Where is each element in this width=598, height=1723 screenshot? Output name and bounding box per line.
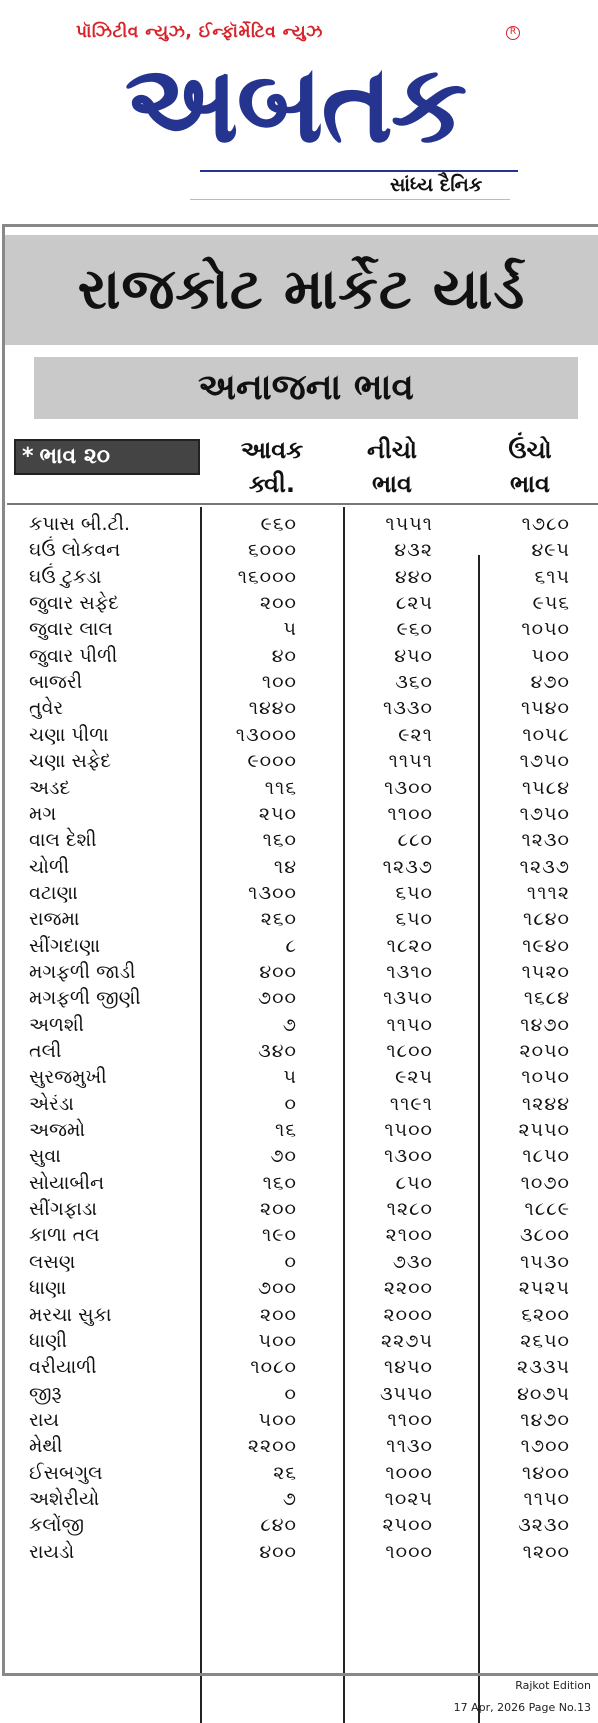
commodity-name: જુવાર પીળી: [29, 644, 118, 667]
arrival-quantity: ૨૬૦: [260, 908, 297, 931]
arrival-quantity: ૭: [282, 1487, 297, 1510]
arrival-quantity: ૨૦૦: [259, 1198, 297, 1221]
arrival-quantity: ૨૬: [273, 1461, 297, 1484]
table-row: [5, 1011, 598, 1040]
commodity-name: રાજમા: [29, 908, 80, 931]
arrival-quantity: ૧૩૦૦૦: [235, 723, 297, 746]
arrival-quantity: ૧૬૦: [262, 829, 297, 852]
star-icon: *: [22, 444, 34, 469]
low-price: ૯૬૦: [396, 618, 433, 641]
arrival-quantity: ૧૧૬: [264, 776, 297, 799]
market-rates-panel: [2, 224, 598, 1676]
commodity-name: મરચા સુકા: [29, 1303, 112, 1326]
price-badge-label: ભાવ ૨૦: [39, 444, 111, 469]
low-price: ૪૫૦: [394, 644, 433, 667]
high-price: ૩૨૩૦: [518, 1514, 570, 1537]
edition-type: સાંધ્ય દૈનિક: [390, 174, 483, 196]
high-price: ૧૫૮૪: [521, 776, 570, 799]
low-price: ૨૨૦૦: [383, 1277, 433, 1300]
high-price: ૨૩૩૫: [517, 1356, 570, 1379]
commodity-name: જુવાર લાલ: [29, 618, 113, 641]
arrival-quantity: ૨૦૦: [259, 592, 297, 615]
arrival-quantity: ૭૦૦: [257, 1277, 297, 1300]
table-row: [5, 1274, 598, 1303]
table-row: [5, 984, 598, 1013]
column-header-high-line2: ભાવ: [509, 470, 551, 498]
column-header-high-line1: ઉંચો: [508, 436, 552, 464]
table-row: [5, 1301, 598, 1330]
commodity-name: અળશી: [29, 1013, 84, 1036]
arrival-quantity: ૫: [283, 618, 297, 641]
low-price: ૧૨૮૦: [386, 1198, 433, 1221]
low-price: ૧૧૫૧: [388, 750, 433, 773]
low-price: ૬૫૦: [395, 881, 433, 904]
table-row: [5, 958, 598, 987]
high-price: ૧૪૦૦: [522, 1461, 570, 1484]
low-price: ૪૩૨: [394, 539, 433, 562]
arrival-quantity: ૧૦૦: [261, 671, 297, 694]
commodity-name: અડદ: [29, 776, 71, 799]
high-price: ૧૦૫૦: [521, 1066, 570, 1089]
commodity-name: વટાણા: [29, 881, 78, 904]
header-divider: [7, 503, 598, 505]
table-row: [5, 879, 598, 908]
table-row: [5, 563, 598, 592]
table-row: [5, 1037, 598, 1066]
high-price: ૧૨૩૦: [521, 829, 570, 852]
panel-bottom-border: [2, 1673, 598, 1676]
column-header-low-line1: નીચો: [367, 436, 417, 464]
high-price: ૬૨૦૦: [521, 1303, 570, 1326]
table-row: [5, 1142, 598, 1171]
table-row: [5, 800, 598, 829]
low-price: ૧૮૨૦: [386, 934, 433, 957]
table-row: [5, 1063, 598, 1092]
commodity-name: જીરૂ: [29, 1382, 62, 1405]
low-price: ૧૧૫૦: [386, 1013, 433, 1036]
arrival-quantity: ૦: [284, 1382, 297, 1405]
page-title: રાજકોટ માર્કેટ યાર્ડ: [77, 257, 526, 322]
high-price: ૧૨૩૭: [519, 855, 570, 878]
table-row: [5, 747, 598, 776]
high-price: ૨૦૫૦: [519, 1040, 570, 1062]
low-price: ૨૨૭૫: [381, 1329, 433, 1352]
low-price: ૧૧૦૦: [387, 1408, 433, 1431]
low-price: ૮૨૫: [395, 592, 433, 615]
commodity-name: સુરજમુખી: [29, 1066, 107, 1089]
arrival-quantity: ૬૦૦૦: [248, 539, 297, 562]
table-row: [5, 1327, 598, 1356]
commodity-name: મગફળી જાડી: [29, 960, 136, 983]
commodity-name: મેથી: [29, 1435, 63, 1458]
arrival-quantity: ૧૩૦૦: [248, 881, 297, 904]
low-price: ૧૩૫૦: [383, 987, 433, 1010]
logo-underline: [200, 170, 518, 172]
footer-edition: Rajkot Edition: [515, 1679, 591, 1692]
table-row: [5, 1511, 598, 1540]
high-price: ૧૬૮૪: [523, 987, 570, 1010]
commodity-name: કાળા તલ: [29, 1224, 100, 1247]
commodity-name: કપાસ બી.ટી.: [29, 513, 131, 535]
high-price: ૧૧૫૦: [523, 1487, 570, 1510]
commodity-name: મગફળી જીણી: [29, 987, 141, 1010]
table-row: [5, 1353, 598, 1382]
table-row: [5, 721, 598, 750]
low-price: ૧૩૩૦: [382, 697, 433, 720]
low-price: ૩૬૦: [395, 671, 433, 694]
low-price: ૯૨૫: [395, 1066, 433, 1089]
commodity-name: ચણા પીળા: [29, 723, 109, 746]
high-price: ૧૮૪૦: [523, 908, 570, 931]
footer-date-page: 17 Apr, 2026 Page No.13: [453, 1701, 591, 1714]
table-row: [5, 1116, 598, 1145]
high-price: ૫૦૦: [531, 644, 570, 667]
tagline: પૉઝિટીવ ન્યુઝ, ઈન્ફૉર્મેટિવ ન્યુઝ: [76, 22, 323, 42]
table-row: [5, 774, 598, 803]
arrival-quantity: ૧૪: [273, 855, 297, 878]
high-price: ૧૫૩૦: [520, 1250, 570, 1273]
high-price: ૧૪૭૦: [520, 1408, 570, 1431]
arrival-quantity: ૯૦૦૦: [247, 750, 297, 773]
table-row: [5, 826, 598, 855]
high-price: ૧૭૮૦: [521, 513, 570, 535]
table-row: [5, 668, 598, 697]
high-price: ૩૮૦૦: [520, 1224, 570, 1247]
high-price: ૨૫૫૦: [518, 1119, 570, 1142]
high-price: ૧૨૪૪: [521, 1092, 570, 1115]
arrival-quantity: ૧૬૦: [262, 1171, 297, 1194]
commodity-name: વાલ દેશી: [29, 829, 97, 852]
table-row: [5, 642, 598, 671]
arrival-quantity: ૧૪૪૦: [248, 697, 297, 720]
commodity-name: ઘઉં ટુકડા: [29, 565, 102, 588]
high-price: ૧૧૧૨: [526, 881, 570, 904]
high-price: ૧૪૭૦: [520, 1013, 570, 1036]
low-price: ૧૦૦૦: [385, 1461, 433, 1484]
arrival-quantity: ૫: [283, 1066, 297, 1089]
arrival-quantity: ૫૦૦: [258, 1329, 297, 1352]
arrival-quantity: ૦: [284, 1250, 297, 1273]
commodity-name: જુવાર સફેદ: [29, 592, 119, 615]
price-badge: [14, 439, 200, 475]
column-header-arrival: [217, 433, 327, 501]
commodity-name: કલોંજી: [29, 1514, 85, 1537]
table-row: [5, 1459, 598, 1488]
newspaper-logo: અબતક: [124, 42, 466, 167]
arrival-quantity: ૭: [282, 1013, 297, 1036]
commodity-name: ચણા સફેદ: [29, 750, 112, 773]
arrival-quantity: ૯૬૦: [260, 513, 297, 535]
commodity-name: અશેરીયો: [29, 1487, 100, 1510]
low-price: ૧૧૦૦: [387, 802, 433, 825]
column-header-low-line2: ભાવ: [371, 470, 413, 498]
table-row: [5, 1432, 598, 1461]
commodity-name: વરીયાળી: [29, 1356, 97, 1379]
low-price: ૧૫૦૦: [384, 1119, 433, 1142]
low-price: ૧૦૦૦: [385, 1540, 433, 1563]
low-price: ૧૧૩૦: [386, 1435, 433, 1458]
low-price: ૨૧૦૦: [385, 1224, 433, 1247]
high-price: ૧૭૦૦: [520, 1435, 570, 1458]
arrival-quantity: ૧૦૮૦: [250, 1356, 297, 1379]
commodity-name: સીંગદાણા: [29, 934, 101, 957]
table-row: [5, 905, 598, 934]
low-price: ૧૩૧૦: [386, 960, 433, 983]
low-price: ૨૦૦૦: [383, 1303, 433, 1326]
commodity-name: સોયાબીન: [29, 1171, 105, 1194]
arrival-quantity: ૪૦૦: [259, 960, 297, 983]
table-row: [5, 536, 598, 565]
arrival-quantity: ૨૫૦: [258, 802, 297, 825]
low-price: ૧૨૩૭: [382, 855, 433, 878]
commodity-name: સીંગફાડા: [29, 1198, 98, 1221]
high-price: ૧૦૫૮: [522, 723, 570, 746]
commodity-name: તલી: [29, 1040, 62, 1062]
commodity-name: ઘઉં લોકવન: [29, 539, 121, 562]
registered-mark-icon: R: [506, 26, 520, 40]
commodity-name: તુવેર: [29, 697, 64, 720]
commodity-name: એરંડા: [29, 1092, 74, 1115]
column-header-low: [337, 433, 447, 501]
column-header-high: [475, 433, 585, 501]
commodity-name: સુવા: [29, 1145, 61, 1168]
high-price: ૧૦૫૦: [521, 618, 570, 641]
high-price: ૧૮૫૦: [522, 1145, 570, 1168]
commodity-name: ધાણા: [29, 1277, 67, 1300]
high-price: ૧૭૫૦: [519, 750, 570, 773]
arrival-quantity: ૮: [285, 934, 297, 957]
high-price: ૨૫૨૫: [518, 1277, 570, 1300]
arrival-quantity: ૫૦૦: [258, 1408, 297, 1431]
arrival-quantity: ૧૬૦૦૦: [237, 565, 297, 588]
column-header-arrival-line2: ક્વી.: [248, 470, 296, 498]
commodity-name: ચોળી: [29, 855, 70, 878]
column-header-arrival-line1: આવક: [240, 436, 304, 464]
arrival-quantity: ૧૬: [275, 1119, 297, 1142]
arrival-quantity: ૧૯૦: [262, 1224, 297, 1247]
high-price: ૪૦૭૫: [517, 1382, 570, 1405]
masthead-divider: [190, 199, 510, 200]
table-row: [5, 1195, 598, 1224]
high-price: ૧૫૨૦: [521, 960, 570, 983]
table-row: [5, 1248, 598, 1277]
arrival-quantity: ૨૦૦: [259, 1303, 297, 1326]
title-band: [5, 235, 598, 345]
low-price: ૨૫૦૦: [382, 1514, 433, 1537]
table-row: [5, 615, 598, 644]
arrival-quantity: ૨૨૦૦: [247, 1435, 297, 1458]
arrival-quantity: ૪૦: [271, 644, 297, 667]
low-price: ૧૩૦૦: [384, 776, 433, 799]
commodity-name: રાયડો: [29, 1540, 75, 1563]
low-price: ૧૫૫૧: [385, 513, 433, 535]
low-price: ૪૪૦: [395, 565, 433, 588]
commodity-name: મગ: [29, 802, 57, 825]
high-price: ૪૭૦: [530, 671, 570, 694]
high-price: ૧૯૪૦: [522, 934, 570, 957]
commodity-name: ધાણી: [29, 1329, 68, 1352]
table-row: [5, 694, 598, 723]
low-price: ૧૩૦૦: [384, 1145, 433, 1168]
low-price: ૯૨૧: [398, 723, 433, 746]
commodity-name: અજમો: [29, 1119, 86, 1142]
high-price: ૧૦૭૦: [520, 1171, 570, 1194]
low-price: ૧૪૫૦: [383, 1356, 433, 1379]
table-row: [5, 589, 598, 618]
table-row: [5, 1380, 598, 1409]
low-price: ૩૫૫૦: [379, 1382, 433, 1405]
commodity-name: ઈસબગુલ: [29, 1461, 103, 1484]
table-row: [5, 1090, 598, 1119]
arrival-quantity: ૩૪૦: [258, 1040, 297, 1062]
table-row: [5, 1485, 598, 1514]
low-price: ૬૫૦: [395, 908, 433, 931]
page-subtitle: અનાજના ભાવ: [198, 367, 414, 408]
high-price: ૯૫૬: [532, 592, 570, 615]
subtitle-band: [34, 357, 578, 419]
table-row: [5, 1221, 598, 1250]
low-price: ૧૧૯૧: [389, 1092, 433, 1115]
high-price: ૪૯૫: [531, 539, 570, 562]
masthead: [0, 0, 598, 222]
arrival-quantity: ૭૦: [270, 1145, 297, 1168]
table-row: [5, 853, 598, 882]
low-price: ૭૩૦: [392, 1250, 433, 1273]
low-price: ૧૮૦૦: [386, 1040, 433, 1062]
high-price: ૧૭૫૦: [519, 802, 570, 825]
arrival-quantity: ૮૪૦: [260, 1514, 297, 1537]
commodity-name: રાય: [29, 1408, 60, 1431]
table-row: [5, 1406, 598, 1435]
table-row: [5, 1538, 598, 1567]
high-price: ૧૮૮૯: [524, 1198, 570, 1221]
high-price: ૧૫૪૦: [520, 697, 570, 720]
table-row: [5, 932, 598, 961]
table-row: [5, 510, 598, 539]
arrival-quantity: ૭૦૦: [257, 987, 297, 1010]
low-price: ૧૦૨૫: [384, 1487, 433, 1510]
high-price: ૨૬૫૦: [520, 1329, 570, 1352]
arrival-quantity: ૪૦૦: [259, 1540, 297, 1563]
high-price: ૧૨૦૦: [522, 1540, 570, 1563]
commodity-name: બાજરી: [29, 671, 83, 694]
commodity-name: લસણ: [29, 1250, 76, 1273]
high-price: ૬૧૫: [534, 565, 570, 588]
arrival-quantity: ૦: [284, 1092, 297, 1115]
low-price: ૮૫૦: [395, 1171, 433, 1194]
low-price: ૮૮૦: [397, 829, 433, 852]
table-row: [5, 1169, 598, 1198]
